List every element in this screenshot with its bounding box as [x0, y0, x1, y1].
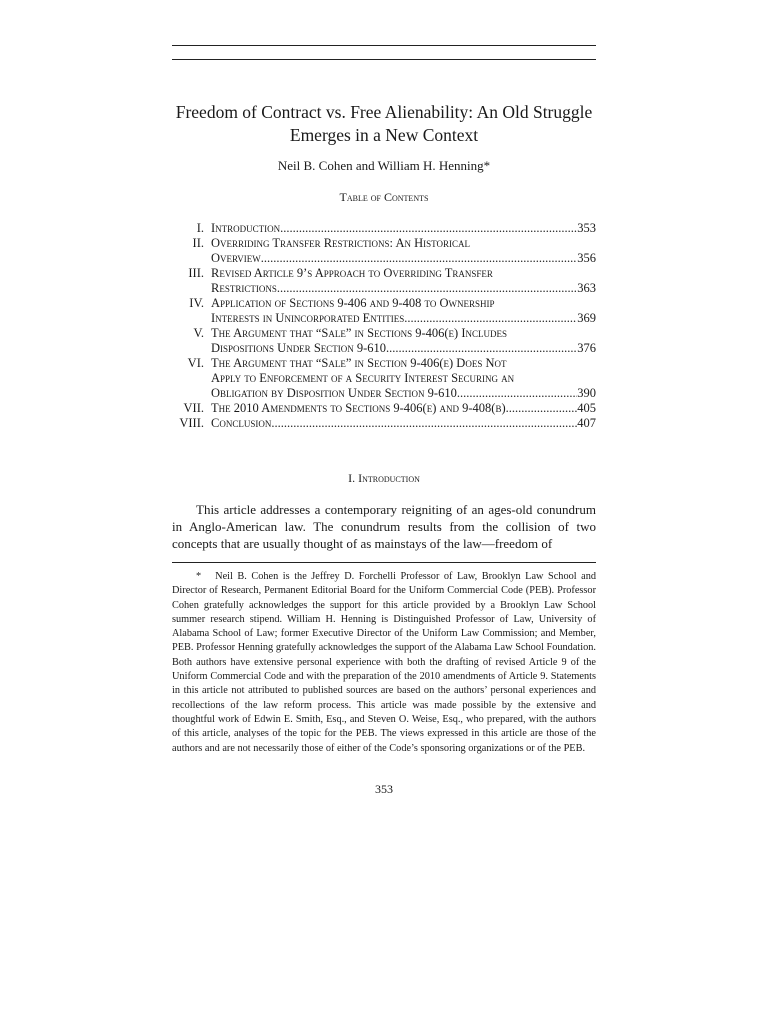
article-authors: Neil B. Cohen and William H. Henning*	[277, 158, 491, 173]
toc-leader-dots	[271, 416, 577, 431]
footnote-mark: *	[196, 571, 202, 582]
toc-entry-line: Application of Sections 9-406 and 9-408 to Ownership	[211, 296, 495, 310]
toc-page-number: 353	[577, 221, 596, 235]
toc-entry-text: The 2010 Amendments to Sections 9-406(e) and 9-408(b)	[211, 401, 506, 415]
toc-leader-dots	[386, 341, 577, 356]
toc-entry-line: Revised Article 9’s Approach to Overriding Transfer	[211, 266, 493, 280]
toc-leader-dots	[280, 221, 577, 236]
toc-entry-line: Overriding Transfer Restrictions: An Historical	[211, 236, 470, 250]
body-paragraph: This article addresses a contemporary reigniting of an ages-old conundrum in Anglo-American law. The conundrum results from the collision of two concepts that are usually thought of as mainstays of the law—freedom of	[172, 502, 596, 551]
toc-entry-title	[211, 236, 596, 266]
toc-entry	[172, 236, 596, 266]
toc-entry-title	[211, 401, 596, 416]
footnote-text: Neil B. Cohen is the Jeffrey D. Forchelli Professor of Law, Brooklyn Law School and Director of Research, Permanent Editorial Board for the Uniform Commercial Code (PEB). Professor Cohen gratefully acknowledges the support for this article provided by a Brooklyn Law School summer research stipend. William H. Henning is Distinguished Professor of Law, University of Alabama School of Law; former Executive Director of the Uniform Law Commission; and Member, PEB. Professor Henning gratefully acknowledges the support of the Alabama Law School Foundation. Both authors have extensive personal experience with both the drafting of revised Article 9 of the Uniform Commercial Code and with the preparation of the 2010 amendments of Article 9. Statements in this article not attributed to published sources are based on the authors’ personal experiences and recollections of the law reform process. This article was made possible by the extensive and thoughtful work of Edwin E. Smith, Esq., and Steven O. Weise, Esq., who prepared, with the authors of this article, analyses of the topic for the PEB. The views expressed in this article are those of the authors and are not necessarily those of either of the Code’s sponsoring organizations or of the PEB.	[172, 571, 596, 754]
toc-entry	[172, 326, 596, 356]
toc-entry-line: The Argument that “Sale” in Section 9-406(e) Does Not	[211, 356, 507, 370]
toc-page-number: 390	[577, 386, 596, 400]
toc-entry-number: VIII.	[179, 416, 204, 430]
toc-leader-dots	[457, 386, 577, 401]
toc-entry-title	[211, 326, 596, 356]
toc-entry-text: Conclusion	[211, 416, 272, 430]
toc-heading: Table of Contents	[339, 190, 429, 204]
toc-entry-last-line	[211, 386, 596, 401]
toc-entry-last-line	[211, 311, 596, 326]
toc-entry-last-line	[211, 251, 596, 266]
section-heading: I. Introduction	[348, 471, 420, 485]
toc-entry	[172, 401, 596, 416]
toc-entry-title	[211, 296, 596, 326]
toc-page-number: 407	[577, 416, 596, 430]
toc-entry-number: IV.	[189, 296, 204, 310]
toc-entry-text: Dispositions Under Section 9-610	[211, 341, 387, 355]
toc-entry-title	[211, 221, 596, 236]
toc-leader-dots	[506, 401, 578, 416]
toc-entry-text: Restrictions	[211, 281, 277, 295]
toc-entry-title	[211, 416, 596, 431]
toc-entry-number: III.	[188, 266, 204, 280]
toc-entry-line: Apply to Enforcement of a Security Interest Securing an	[211, 371, 515, 385]
toc-entry-number: VI.	[187, 356, 204, 370]
toc-entry-number: VII.	[183, 401, 204, 415]
toc-page-number: 376	[577, 341, 596, 355]
toc-entry-number: I.	[196, 221, 204, 235]
toc-entry-last-line	[211, 281, 596, 296]
toc-page-number: 405	[577, 401, 596, 415]
toc-entry-last-line	[211, 221, 596, 236]
toc-entry-number: II.	[192, 236, 204, 250]
toc-entry-text: Overview	[211, 251, 261, 265]
toc-entry-last-line	[211, 416, 596, 431]
toc-entry-number: V.	[193, 326, 204, 340]
footnote	[172, 570, 596, 756]
toc-entry	[172, 296, 596, 326]
toc-entry-text: Introduction	[211, 221, 281, 235]
toc-page-number: 369	[577, 311, 596, 325]
page-number: 353	[375, 782, 393, 796]
toc-entry-title	[211, 356, 596, 401]
toc-entry	[172, 266, 596, 296]
header-rule-top	[172, 45, 596, 46]
toc-leader-dots	[261, 251, 577, 266]
toc-entry-line: The Argument that “Sale” in Sections 9-406(e) Includes	[211, 326, 507, 340]
header-rule-bottom	[172, 59, 596, 60]
toc-entry	[172, 416, 596, 431]
article-title: Freedom of Contract vs. Free Alienability: An Old Struggle Emerges in a New Context	[175, 102, 593, 145]
toc-entry-last-line	[211, 401, 596, 416]
toc-entry	[172, 356, 596, 401]
toc-leader-dots	[404, 311, 577, 326]
toc-page-number: 356	[577, 251, 596, 265]
toc-entry-last-line	[211, 341, 596, 356]
footnote-rule	[172, 562, 596, 563]
toc-page-number: 363	[577, 281, 596, 295]
toc-entry	[172, 221, 596, 236]
table-of-contents	[172, 221, 596, 431]
toc-leader-dots	[277, 281, 577, 296]
toc-entry-text: Obligation by Disposition Under Section 9-610	[211, 386, 457, 400]
toc-entry-text: Interests in Unincorporated Entities	[211, 311, 405, 325]
toc-entry-title	[211, 266, 596, 296]
